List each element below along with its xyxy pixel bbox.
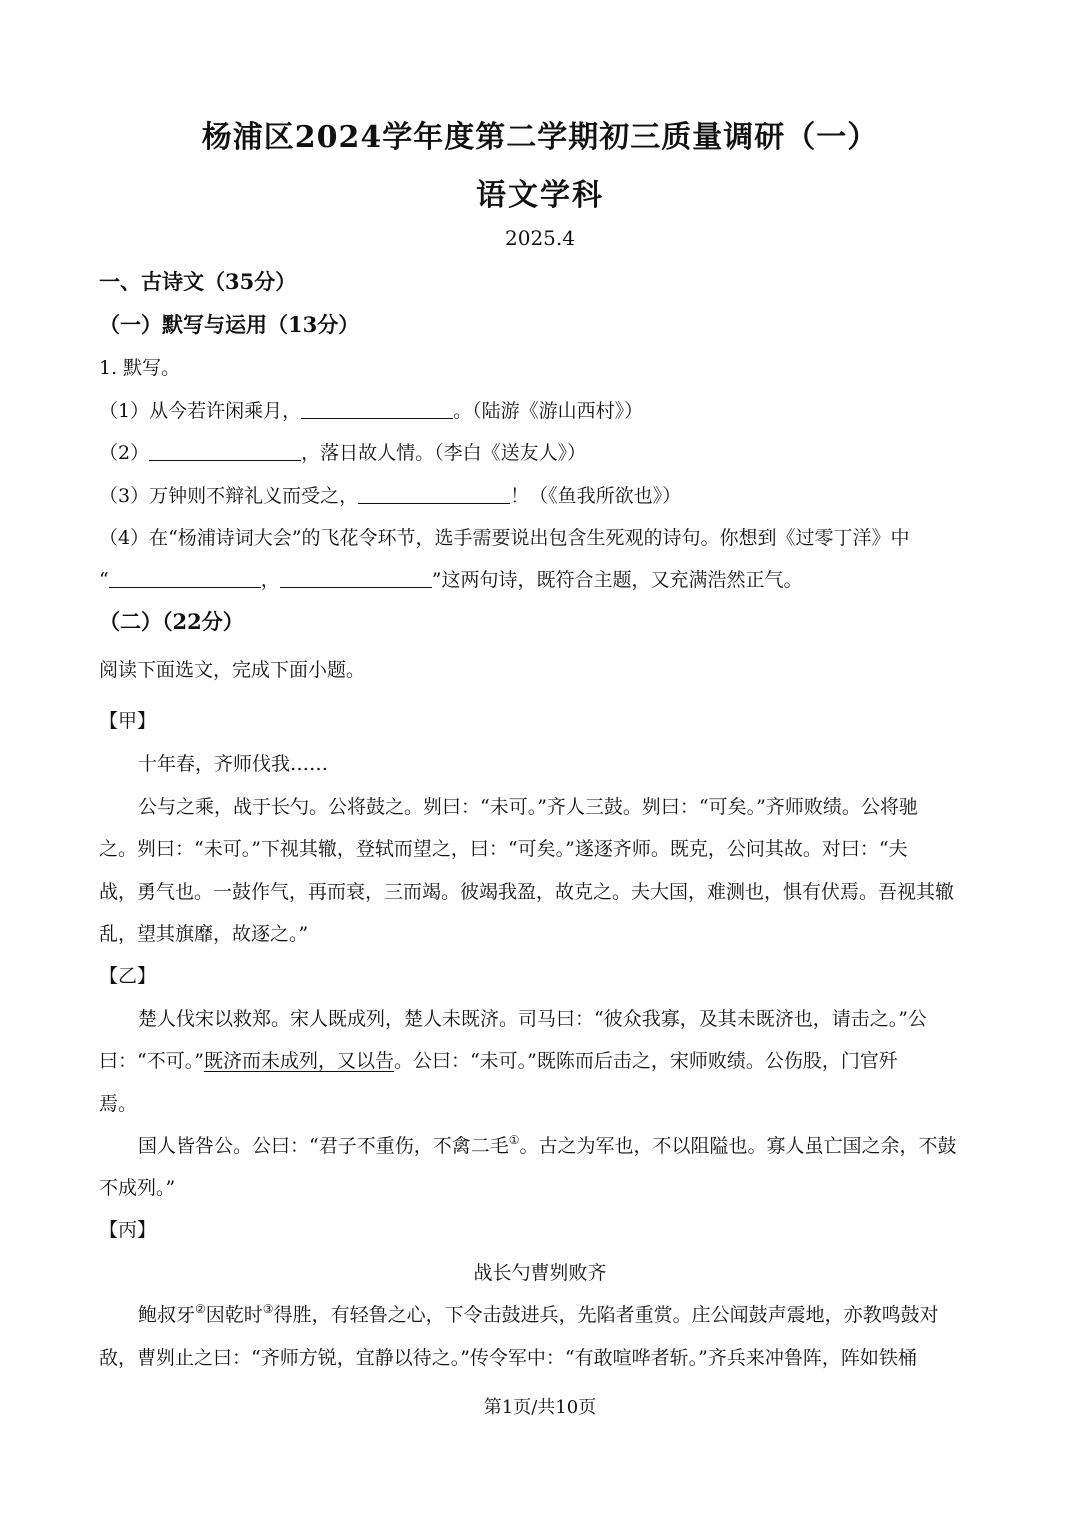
q1-label: 1. 默写。 — [99, 357, 181, 379]
q1-4-tail: ”这两句诗，既符合主题，又充满浩然正气。 — [431, 569, 803, 591]
jia-label: 【甲】 — [99, 710, 157, 732]
yi-underlined-sentence: 既济而未成列，又以告 — [203, 1050, 394, 1072]
dotted-char-yi: 以 — [671, 1135, 691, 1157]
dotted-char-yu: 余 — [880, 1135, 900, 1157]
subject-title: 语文学科 — [476, 178, 604, 213]
part2-heading: （二）（22分） — [99, 609, 244, 634]
yi-line-1: 楚人伐宋以救郑。宋人既成列，楚人未既济。司马曰：“彼众我寡，及其未既济也，请击之。”公 — [138, 1008, 927, 1030]
jia-line-1: 公与之乘，战于长勺。公将鼓之。刿曰：“未可。”齐人三鼓。刿曰：“可矣。”齐师败绩。公将驰 — [138, 796, 918, 818]
q1-4-blank-a[interactable] — [109, 567, 261, 588]
q1-3 — [99, 481, 681, 508]
q1-2 — [99, 438, 586, 465]
yi-paragraph-2-line-2: 不成列。” — [99, 1177, 176, 1199]
q1-1-source: 。（陆游《游山西村》） — [453, 400, 644, 422]
q1-2-blank[interactable] — [149, 440, 301, 461]
jia-paragraph-1: 十年春，齐师伐我…… — [138, 753, 329, 775]
bing-text-b: 因乾时 — [205, 1304, 263, 1326]
jia-line-3: 战，勇气也。一鼓作气，再而衰，三而竭。彼竭我盈，故克之。夫大国，难测也，惧有伏焉。吾视其辙 — [99, 881, 955, 903]
yi-p2-text-c: 阻隘也。寡人虽亡国之 — [690, 1135, 881, 1157]
footnote-marker-3: ③ — [262, 1302, 274, 1316]
q1-4-open-quote: “ — [99, 569, 109, 591]
yi-paragraph-2-line-1 — [138, 1131, 957, 1158]
q1-4-line2 — [99, 565, 802, 592]
bing-line-1 — [138, 1300, 939, 1327]
yi-line-2-start: 曰：“不可。” — [99, 1050, 204, 1072]
part1-heading: （一）默写与运用（13分） — [99, 312, 360, 337]
jia-line-2: 之。刿曰：“未可。”下视其辙，登轼而望之，曰：“可矣。”遂逐齐师。既克，公问其故。对曰：“夫 — [99, 838, 908, 860]
q1-2-source: ，落日故人情。（李白《送友人》） — [301, 442, 587, 464]
q1-4-comma: ， — [260, 569, 280, 591]
footnote-marker-1: ① — [508, 1133, 520, 1147]
q1-1 — [99, 396, 643, 423]
yi-p2-text-a: 国人皆咎公。公曰：“君子不重伤，不禽二毛 — [138, 1135, 509, 1157]
q1-4-blank-b[interactable] — [280, 567, 432, 588]
q1-4-line1: （4）在“杨浦诗词大会”的飞花令环节，选手需要说出包含生死观的诗句。你想到《过零丁洋》中 — [99, 527, 910, 549]
bing-title: 战长勺曹刿败齐 — [473, 1262, 607, 1284]
yi-p2-text-b: 。古之为军也，不 — [519, 1135, 672, 1157]
q1-3-prompt: （3）万钟则不辩礼义而受之， — [99, 485, 359, 507]
q1-1-prompt: （1）从今若许闲乘月， — [99, 400, 302, 422]
bing-label: 【丙】 — [99, 1219, 157, 1241]
exam-date: 2025.4 — [505, 226, 575, 250]
yi-label: 【乙】 — [99, 965, 157, 987]
yi-line-3: 焉。 — [99, 1093, 138, 1115]
q1-2-prompt: （2） — [99, 442, 150, 464]
bing-text-a: 鲍叔牙 — [138, 1304, 196, 1326]
reading-instruction: 阅读下面选文，完成下面小题。 — [99, 659, 366, 681]
q1-3-blank[interactable] — [358, 483, 510, 504]
page-number: 第1页/共10页 — [483, 1397, 597, 1418]
exam-title: 杨浦区2024学年度第二学期初三质量调研（一） — [201, 120, 879, 155]
yi-p2-text-d: ，不鼓 — [899, 1135, 957, 1157]
footnote-marker-2: ② — [195, 1302, 206, 1316]
q1-1-blank[interactable] — [301, 398, 453, 419]
yi-line-2-end: 。公曰：“未可。”既陈而后击之，宋师败绩。公伤股，门官歼 — [393, 1050, 898, 1072]
jia-line-4: 乱，望其旗靡，故逐之。” — [99, 923, 309, 945]
section-heading: 一、古诗文（35分） — [99, 269, 297, 294]
q1-3-source: ！（《鱼我所欲也》） — [510, 485, 682, 507]
bing-line-2: 敌，曹刿止之曰：“齐师方锐，宜静以待之。”传令军中：“有敢喧哗者斩。”齐兵来冲鲁阵，阵如铁桶 — [99, 1347, 917, 1369]
yi-line-2 — [99, 1046, 898, 1073]
bing-text-c: 得胜，有轻鲁之心，下令击鼓进兵，先陷者重赏。庄公闻鼓声震地，亦教鸣鼓对 — [273, 1304, 939, 1326]
